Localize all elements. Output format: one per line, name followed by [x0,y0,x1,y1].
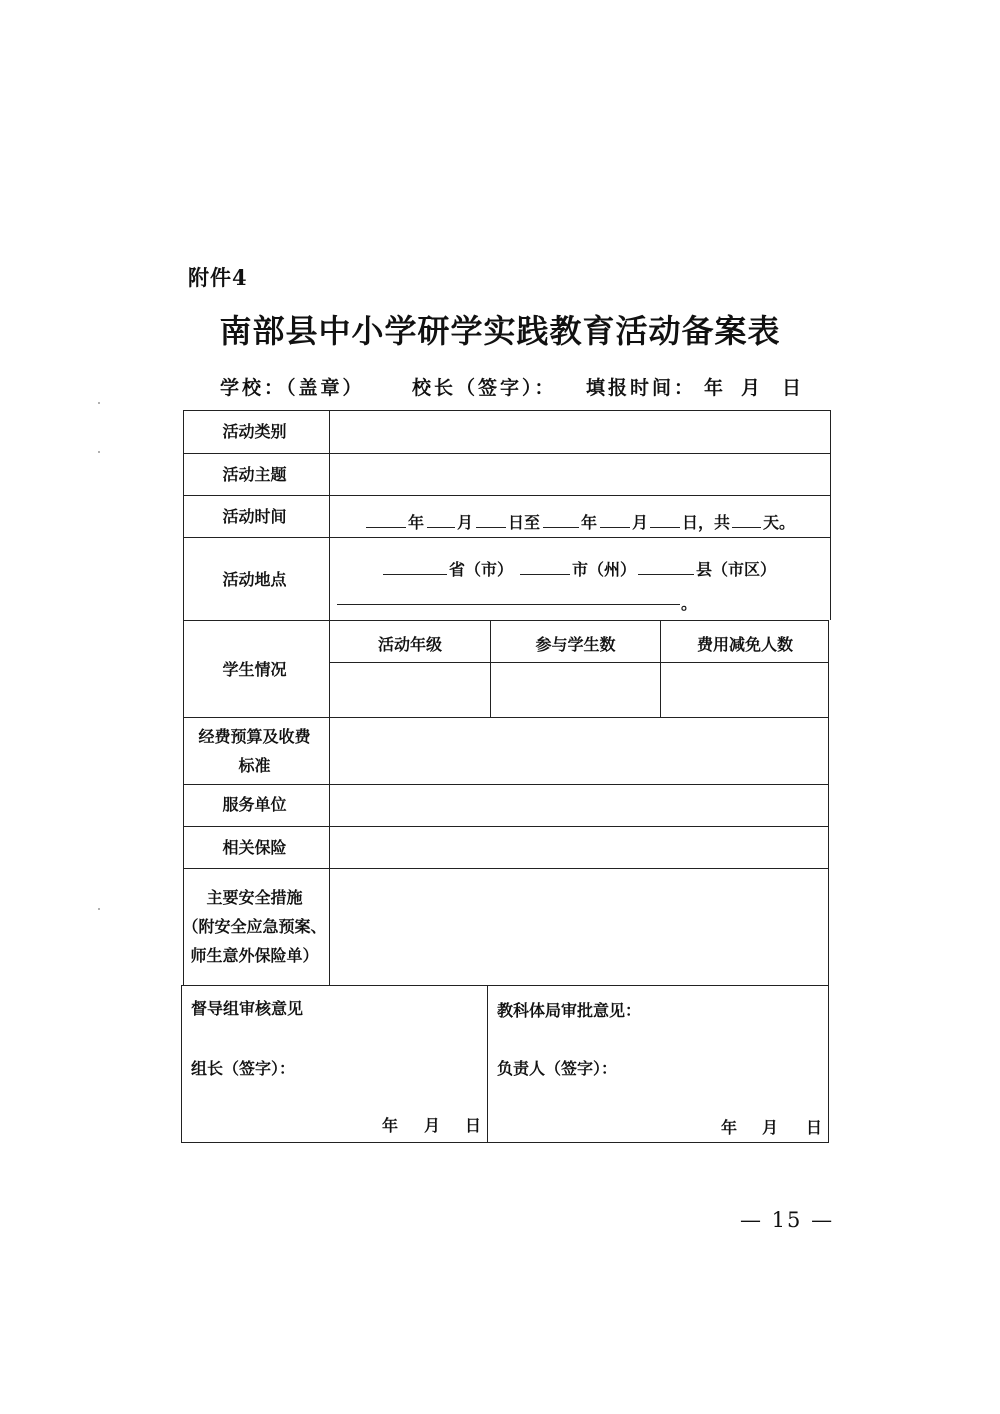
province-blank[interactable] [383,574,447,575]
county-text: 县（市区） [696,560,777,579]
start-month-blank[interactable] [427,527,455,528]
filing-form-table [181,410,831,1144]
student-col-fee-waiver: 费用减免人数 [696,635,793,654]
left-review-year: 年 [382,1116,399,1135]
end-day-total-text: 日，共 [682,513,731,532]
total-days-blank[interactable] [732,527,761,528]
border-left-lower [181,985,182,1143]
border-right-upper [830,410,831,620]
city-text: 市（州） [572,560,637,579]
label-budget-line2: 标准 [238,756,271,775]
student-col-grade: 活动年级 [377,635,442,654]
right-review-day: 日 [806,1118,823,1137]
label-safety-line2: （附安全应急预案、 [182,917,327,936]
school-stamp-label: 学校：（盖章） [220,377,365,399]
label-budget-line1: 经费预算及收费 [198,727,311,746]
address-blank[interactable] [337,604,680,605]
address-end-text: 。 [681,594,698,613]
left-review-month: 月 [424,1116,441,1135]
responsible-person-sign-label: 负责人（签字）： [497,1059,618,1078]
row-divider [183,537,830,538]
label-safety-line1: 主要安全措施 [206,888,303,907]
right-review-month: 月 [762,1118,779,1137]
start-year-blank[interactable] [366,527,406,528]
end-year-blank[interactable] [543,527,579,528]
fill-date-year: 年 [704,377,727,399]
fill-date-label: 填报时间： [586,377,697,399]
label-safety-line3: 师生意外保险单） [190,946,319,965]
label-service-provider: 服务单位 [222,795,287,814]
label-activity-location: 活动地点 [222,570,287,589]
team-leader-signature-area[interactable] [301,1050,481,1080]
responsible-person-signature-area[interactable] [626,1050,821,1080]
team-leader-sign-label: 组长（签字）： [191,1059,296,1078]
safety-measures-field[interactable] [330,869,828,984]
start-day-to-text: 日至 [508,513,541,532]
fill-date-month: 月 [741,377,764,399]
row-divider [183,620,829,621]
scan-speck [98,908,100,910]
attachment-label: 附件4 [188,265,248,290]
days-text: 天。 [763,513,796,532]
page-number: — 15 — [740,1208,835,1232]
start-month-text: 月 [457,513,474,532]
bureau-approval-title: 教科体局审批意见： [497,1001,642,1020]
label-activity-category: 活动类别 [222,422,287,441]
end-month-text: 月 [632,513,649,532]
scan-speck [98,451,100,453]
county-blank[interactable] [638,574,694,575]
start-year-text: 年 [408,513,425,532]
label-insurance: 相关保险 [222,838,287,857]
activity-category-field[interactable] [330,411,829,452]
activity-theme-field[interactable] [330,454,829,494]
border-bottom [181,1142,828,1143]
supervision-review-title: 督导组审核意见 [191,999,304,1018]
end-month-blank[interactable] [600,527,630,528]
scan-speck [98,402,100,404]
service-provider-field[interactable] [330,785,828,825]
province-text: 省（市） [449,560,514,579]
row-divider [181,985,828,986]
review-divider [487,985,488,1142]
principal-sign-label: 校长（签字）： [412,377,557,399]
start-day-blank[interactable] [476,527,506,528]
right-review-year: 年 [721,1118,738,1137]
fill-date-day: 日 [782,377,805,399]
student-fee-waiver-field[interactable] [661,663,828,716]
end-day-blank[interactable] [650,527,680,528]
insurance-field[interactable] [330,827,828,867]
student-grade-field[interactable] [330,663,489,716]
student-col-count: 参与学生数 [535,635,616,654]
city-blank[interactable] [520,574,570,575]
label-activity-theme: 活动主题 [222,465,287,484]
label-student-info: 学生情况 [222,660,287,679]
end-year-text: 年 [581,513,598,532]
row-divider [183,495,830,496]
budget-field[interactable] [330,718,828,783]
border-right-lower [828,620,829,1143]
label-activity-time: 活动时间 [222,507,287,526]
form-title: 南部县中小学研学实践教育活动备案表 [219,312,781,350]
left-review-day: 日 [465,1116,482,1135]
student-count-field[interactable] [491,663,659,716]
